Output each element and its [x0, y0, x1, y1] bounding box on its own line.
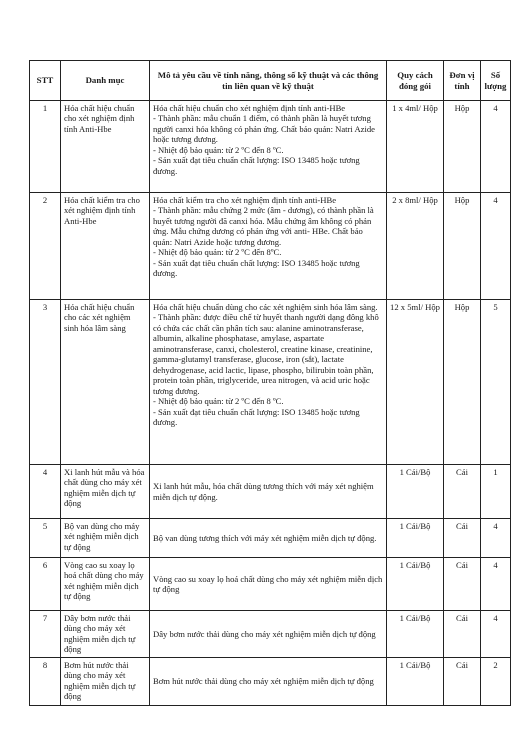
table-row — [30, 658, 511, 706]
description-line: Vòng cao su xoay lọ hoá chất dùng cho máy xét nghiệm miễn dịch tự động — [153, 573, 383, 594]
table-row — [30, 300, 511, 465]
row-name: Bộ van dùng cho máy xét nghiệm miễn dịch tự động — [61, 519, 150, 558]
row-description — [150, 558, 387, 611]
row-stt: 6 — [30, 558, 61, 611]
row-unit: Cái — [444, 519, 481, 558]
row-quantity: 1 — [481, 465, 511, 519]
row-description — [150, 193, 387, 300]
description-line: Dây bơm nước thải dùng cho máy xét nghiệm miễn dịch tự động — [153, 628, 376, 639]
row-name: Vòng cao su xoay lọ hoá chất dùng cho máy xét nghiệm miễn dịch tự động — [61, 558, 150, 611]
row-description — [150, 101, 387, 193]
row-packing: 1 Cái/Bộ — [387, 519, 444, 558]
row-packing: 1 Cái/Bộ — [387, 558, 444, 611]
table-row — [30, 101, 511, 193]
description-line: Hóa chất hiệu chuẩn dùng cho các xét nghiệm sinh hóa lâm sàng. — [153, 302, 378, 312]
row-packing: 1 Cái/Bộ — [387, 611, 444, 658]
table-header — [30, 61, 511, 101]
description-line: Hóa chất kiểm tra cho xét nghiệm định tính anti-HBe — [153, 195, 337, 205]
row-name: Xi lanh hút mẫu và hóa chất dùng cho máy xét nghiệm miễn dịch tự động — [61, 465, 150, 519]
row-name: Bơm hút nước thải dùng cho máy xét nghiệm miễn dịch tự động — [61, 658, 150, 706]
description-line: Bộ van dùng tương thích với máy xét nghiệm miễn dịch tự động. — [153, 532, 377, 543]
row-unit: Cái — [444, 658, 481, 706]
row-packing: 12 x 5ml/ Hộp — [387, 300, 444, 465]
row-quantity: 4 — [481, 558, 511, 611]
row-stt: 8 — [30, 658, 61, 706]
row-stt: 1 — [30, 101, 61, 193]
description-line: - Sản xuất đạt tiêu chuẩn chất lượng: ISO 13485 hoặc tương đương. — [153, 406, 360, 428]
header-packing: Quy cách đóng gói — [387, 61, 444, 101]
row-unit: Cái — [444, 465, 481, 519]
row-quantity: 5 — [481, 300, 511, 465]
table-row — [30, 465, 511, 519]
header-row — [30, 61, 511, 101]
row-stt: 2 — [30, 193, 61, 300]
table-row — [30, 193, 511, 300]
row-description — [150, 465, 387, 519]
description-line: - Sản xuất đạt tiêu chuẩn chất lượng: ISO 13485 hoặc tương đương. — [153, 155, 360, 176]
row-unit: Cái — [444, 611, 481, 658]
table-row — [30, 519, 511, 558]
header-stt: STT — [30, 61, 61, 101]
header-quantity: Số lượng — [481, 61, 511, 101]
row-stt: 3 — [30, 300, 61, 465]
row-packing: 1 Cái/Bộ — [387, 658, 444, 706]
table-row — [30, 558, 511, 611]
row-description — [150, 611, 387, 658]
row-description — [150, 519, 387, 558]
specification-table — [29, 60, 511, 706]
table-row — [30, 611, 511, 658]
row-description — [150, 658, 387, 706]
row-quantity: 4 — [481, 611, 511, 658]
header-description: Mô tả yêu cầu về tính năng, thông số kỹ thuật và các thông tin liên quan về kỹ thuật — [150, 61, 387, 101]
table-body — [30, 101, 511, 706]
header-unit: Đơn vị tính — [444, 61, 481, 101]
row-unit: Hộp — [444, 300, 481, 465]
description-line: - Thành phần: được điều chế từ huyết thanh người dạng đông khô có chứa các chất cần phân tích sau: alanine aminotransferase, albumin, alkaline phosphatase, amylase, aspartate aminotransferase, canxi, cholesterol, creatine kinase, creatinine, gamma-glutamyl transferase, glucose, iron (sắt), lactate dehydrogenase, acid lactic, lipase, phospho, bilirubin toàn phần, protein toàn phần, triglyceride, urea nitrogen, và acid uric hoặc tương đương. — [153, 312, 379, 396]
row-unit: Hộp — [444, 193, 481, 300]
row-quantity: 4 — [481, 193, 511, 300]
description-line: Xi lanh hút mẫu, hóa chất dùng tương thích với máy xét nghiệm miễn dịch tự động. — [153, 481, 374, 502]
description-line: - Thành phần: mẫu chứng 2 mức (âm - dương), có thành phần là huyết tương người đã canxi hóa. Mẫu chứng âm không có phản ứng. Mẫu chứng dương có phản ứng với anti- HBe. Chất bảo quản: Natri Azide hoặc tương đương. — [153, 205, 374, 247]
description-line: - Thành phần: mẫu chuẩn 1 điểm, có thành phần là huyết tương người canxi hóa không có phản ứng. Chất bảo quản: Natri Azide hoặc tương đương. — [153, 113, 375, 145]
row-name: Hóa chất hiệu chuẩn cho xét nghiệm định tính Anti-Hbe — [61, 101, 150, 193]
row-packing: 2 x 8ml/ Hộp — [387, 193, 444, 300]
row-name: Hóa chất kiểm tra cho xét nghiệm định tính Anti-Hbe — [61, 193, 150, 300]
description-line: - Nhiệt độ bảo quản: từ 2 ºC đến 8ºC. — [153, 247, 282, 258]
row-packing: 1 Cái/Bộ — [387, 465, 444, 519]
description-line: Bơm hút nước thải dùng cho máy xét nghiệm miễn dịch tự động — [153, 676, 374, 687]
description-line: - Sản xuất đạt tiêu chuẩn chất lượng: ISO 13485 hoặc tương đương. — [153, 257, 360, 279]
row-name: Dây bơm nước thải dùng cho máy xét nghiệm miễn dịch tự động — [61, 611, 150, 658]
row-unit: Cái — [444, 558, 481, 611]
description-line: - Nhiệt độ bảo quản: từ 2 ºC đến 8 ºC. — [153, 144, 284, 155]
description-line: - Nhiệt độ bảo quản: từ 2 ºC đến 8 ºC. — [153, 396, 284, 407]
row-packing: 1 x 4ml/ Hộp — [387, 101, 444, 193]
description-line: Hóa chất hiệu chuẩn cho xét nghiệm định tính anti-HBe — [153, 103, 346, 113]
row-stt: 7 — [30, 611, 61, 658]
row-quantity: 4 — [481, 101, 511, 193]
row-description — [150, 300, 387, 465]
header-category: Danh mục — [61, 61, 150, 101]
row-quantity: 2 — [481, 658, 511, 706]
row-stt: 5 — [30, 519, 61, 558]
row-stt: 4 — [30, 465, 61, 519]
row-name: Hóa chất hiệu chuẩn cho các xét nghiệm sinh hóa lâm sàng — [61, 300, 150, 465]
row-unit: Hộp — [444, 101, 481, 193]
row-quantity: 4 — [481, 519, 511, 558]
